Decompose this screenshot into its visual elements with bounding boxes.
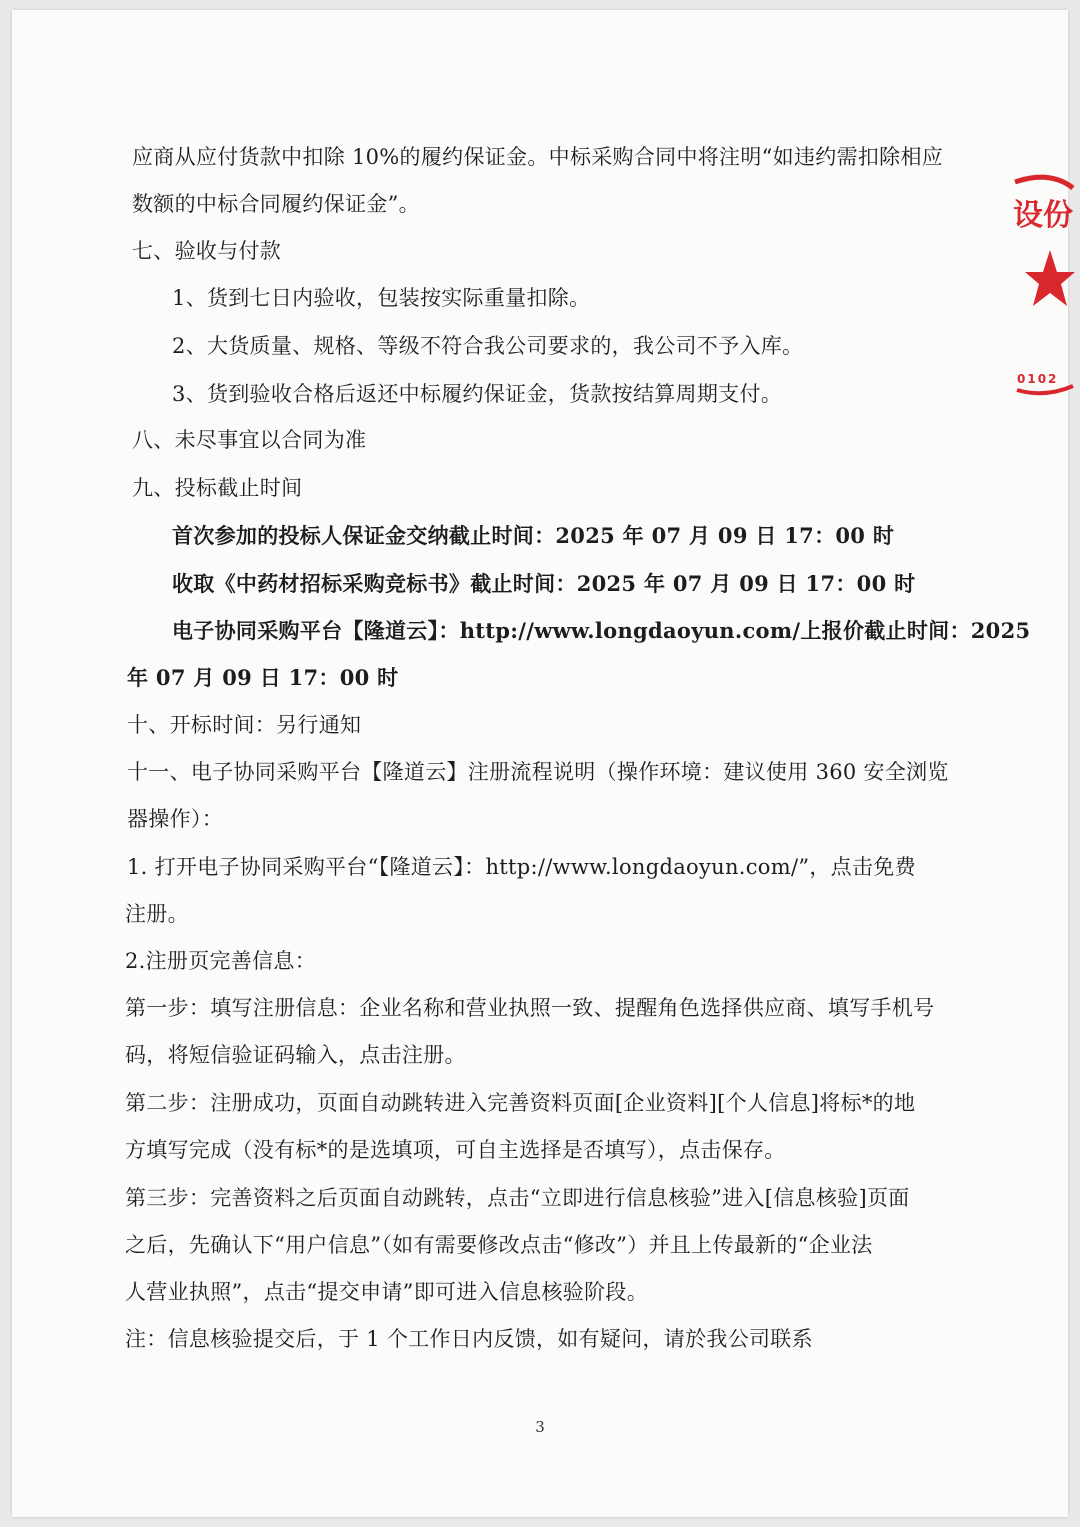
note-line: 注：信息核验提交后，于 1 个工作日内反馈，如有疑问，请於我公司联系 xyxy=(125,1327,813,1351)
company-seal-icon xyxy=(995,160,1075,400)
section-heading-11: 十一、电子协同采购平台【隆道云】注册流程说明（操作环境：建议使用 360 安全浏览 xyxy=(127,760,949,784)
step-2: 2.注册页完善信息： xyxy=(125,949,317,973)
step-first-cont: 码，将短信验证码输入，点击注册。 xyxy=(125,1043,466,1067)
text-line-4: 1、货到七日内验收，包装按实际重量扣除。 xyxy=(172,286,591,310)
text-line-15: 器操作）： xyxy=(127,807,223,831)
step-third-cont-1: 之后，先确认下“用户信息”（如有需要修改点击“修改”）并且上传最新的“企业法 xyxy=(125,1233,873,1257)
section-heading-9: 九、投标截止时间 xyxy=(132,476,303,500)
step-1-cont: 注册。 xyxy=(125,902,189,926)
deadline-platform-cont: 年 07 月 09 日 17：00 时 xyxy=(127,665,399,690)
deadline-bid-document: 收取《中药材招标采购竞标书》截止时间：2025 年 07 月 09 日 17：00 时 xyxy=(172,571,916,596)
step-second: 第二步：注册成功，页面自动跳转进入完善资料页面[企业资料][个人信息]将标*的地 xyxy=(125,1091,916,1115)
section-heading-8: 八、未尽事宜以合同为准 xyxy=(132,428,367,452)
step-third-cont-2: 人营业执照”，点击“提交申请”即可进入信息核验阶段。 xyxy=(125,1280,649,1304)
deadline-platform: 电子协同采购平台【隆道云】：http://www.longdaoyun.com/上报价截止时间：2025 xyxy=(172,618,1031,643)
page-number: 3 xyxy=(535,1418,545,1436)
step-1: 1. 打开电子协同采购平台“【隆道云】：http://www.longdaoyun.com/”，点击免费 xyxy=(127,855,916,879)
svg-text:设份: 设份 xyxy=(1013,198,1073,233)
text-line-6: 3、货到验收合格后返还中标履约保证金，货款按结算周期支付。 xyxy=(172,382,783,406)
deadline-deposit: 首次参加的投标人保证金交纳截止时间：2025 年 07 月 09 日 17：00 时 xyxy=(172,523,895,548)
step-third: 第三步：完善资料之后页面自动跳转，点击“立即进行信息核验”进入[信息核验]页面 xyxy=(125,1186,910,1210)
text-line-1: 应商从应付货款中扣除 10%的履约保证金。中标采购合同中将注明“如违约需扣除相应 xyxy=(132,145,944,169)
document-page xyxy=(12,10,1068,1517)
text-line-5: 2、大货质量、规格、等级不符合我公司要求的，我公司不予入库。 xyxy=(172,334,804,358)
step-second-cont: 方填写完成（没有标*的是选填项，可自主选择是否填写），点击保存。 xyxy=(125,1138,786,1162)
section-heading-10: 十、开标时间：另行通知 xyxy=(127,713,362,737)
svg-text:0102: 0102 xyxy=(1017,372,1059,386)
section-heading-7: 七、验收与付款 xyxy=(132,239,282,263)
step-first: 第一步：填写注册信息：企业名称和营业执照一致、提醒角色选择供应商、填写手机号 xyxy=(125,996,935,1020)
text-line-2: 数额的中标合同履约保证金”。 xyxy=(132,192,420,216)
